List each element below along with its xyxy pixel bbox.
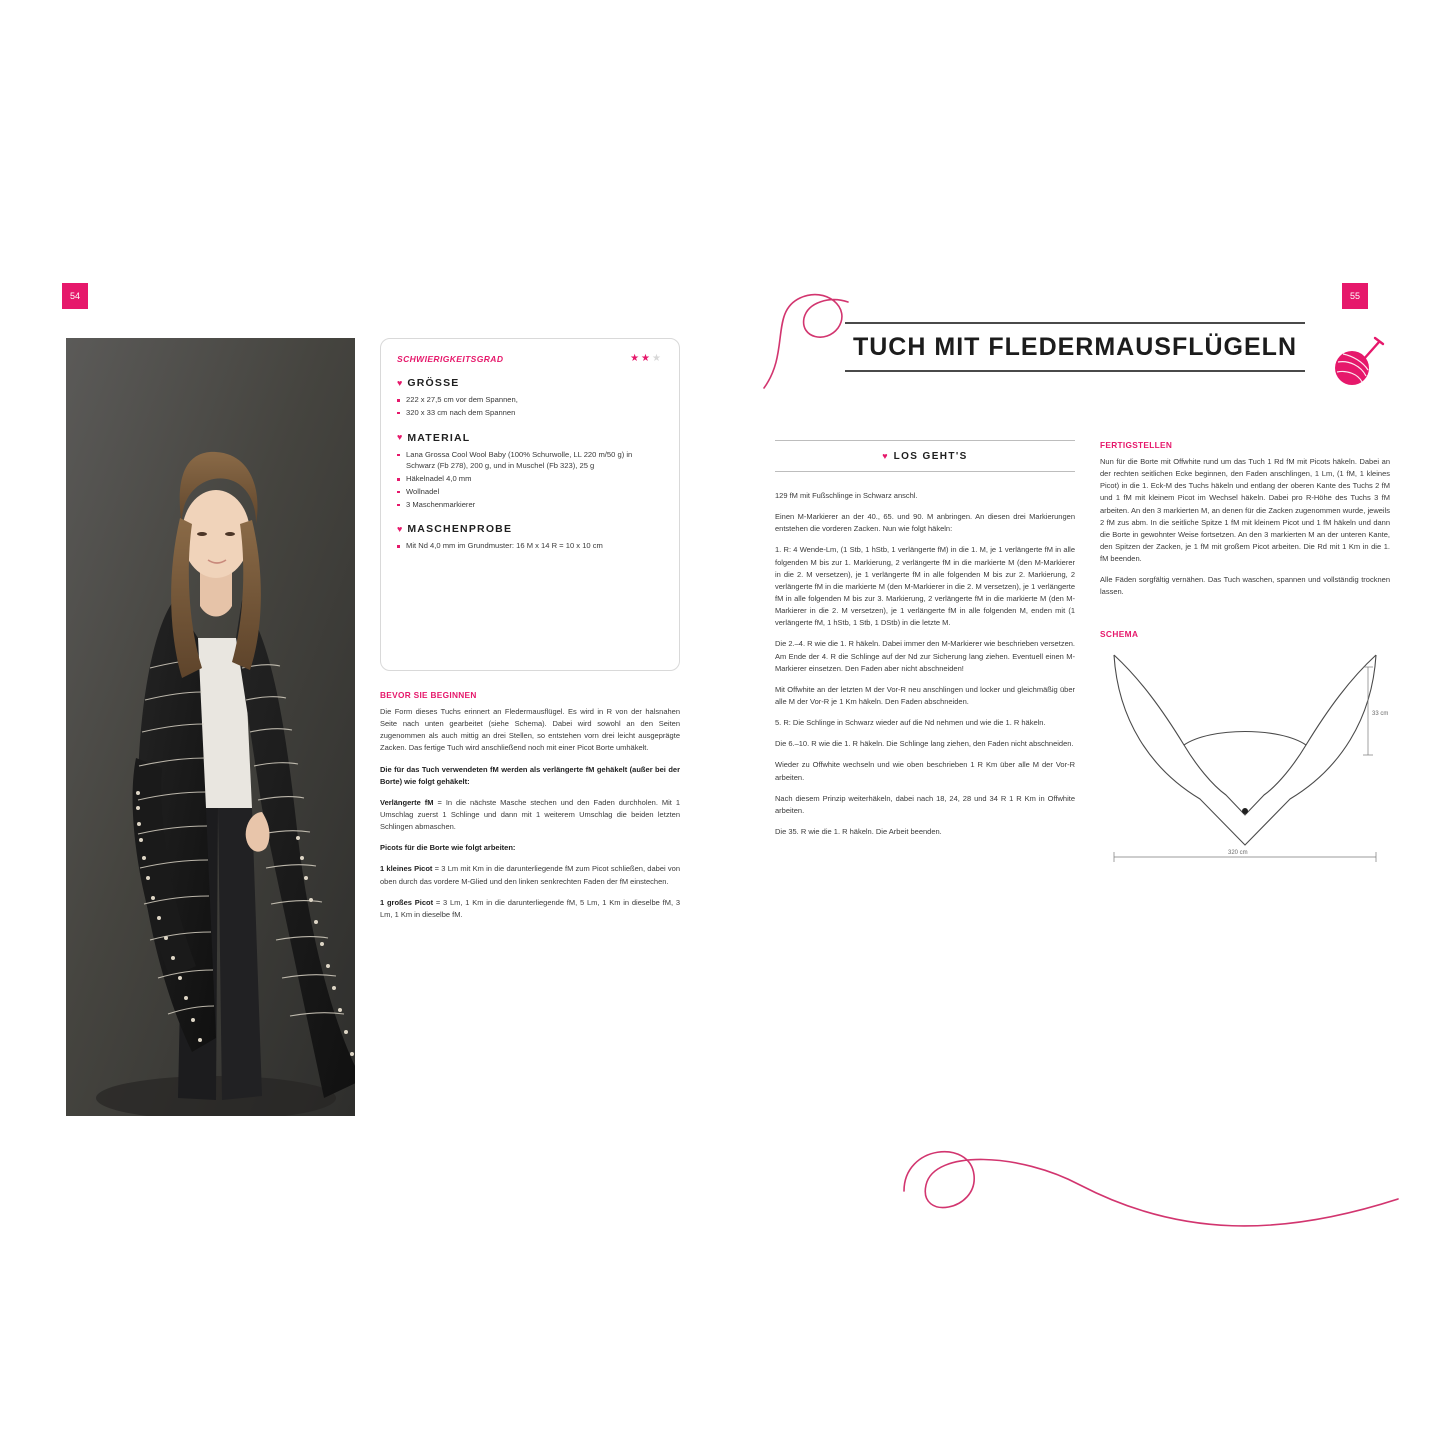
heart-icon: ♥ xyxy=(397,377,403,388)
definition-text: = 3 Lm, 1 Km in die darunterliegende fM, 5 Lm, 1 Km in dieselbe fM, 3 Lm, 1 Km in dieselbe fM. xyxy=(380,897,680,919)
list-item: 320 x 33 cm nach dem Spannen xyxy=(397,407,663,419)
list-item: Häkelnadel 4,0 mm xyxy=(397,473,663,485)
groesse-list xyxy=(397,394,663,419)
section-heading-material xyxy=(397,432,663,444)
model-photo xyxy=(66,338,355,1116)
schema-height-label: 33 cm xyxy=(1372,710,1389,717)
list-item: 3 Maschenmarkierer xyxy=(397,499,663,511)
paragraph: Die 35. R wie die 1. R häkeln. Die Arbeit beenden. xyxy=(775,826,942,836)
finishing-column xyxy=(1100,440,1390,869)
before-you-begin-section xyxy=(380,690,680,930)
difficulty-label: SCHWIERIGKEITSGRAD xyxy=(397,353,504,364)
paragraph: Mit Offwhite an der letzten M der Vor-R neu anschlingen und locker und gleichmäßig über alle M der Vor-R je 1 Km häkeln. Den Faden abschneiden. xyxy=(775,684,1075,706)
schema-width-label: 320 cm xyxy=(1228,849,1248,856)
list-item: Lana Grossa Cool Wool Baby (100% Schurwolle, LL 220 m/50 g) in Schwarz (Fb 278), 200 g, und in Muschel (Fb 323), 25 g xyxy=(397,449,663,473)
yarn-ball-icon xyxy=(1327,330,1387,390)
page-number-left: 54 xyxy=(62,283,88,309)
paragraph: Einen M-Markierer an der 40., 65. und 90. M anbringen. An diesen drei Markierungen entstehen die vorderen Zacken. Nun wie folgt häkeln: xyxy=(775,512,1075,534)
picot-heading: Picots für die Borte wie folgt arbeiten: xyxy=(380,843,516,853)
page-number-right: 55 xyxy=(1342,283,1368,309)
definition-term: 1 kleines Picot xyxy=(380,864,433,874)
decorative-yarn-swirl-bottom xyxy=(900,1125,1400,1255)
list-item: Mit Nd 4,0 mm im Grundmuster: 16 M x 14 R = 10 x 10 cm xyxy=(397,540,663,552)
definition-kleines-picot xyxy=(380,863,680,887)
difficulty-stars: ★★★ xyxy=(630,353,663,364)
heart-icon: ♥ xyxy=(882,451,888,461)
paragraph: Die 2.–4. R wie die 1. R häkeln. Dabei immer den M-Markierer wie beschrieben versetzen. Am Ende der 4. R die Schlinge auf der Nd zur Sicherung lang ziehen. Eventuell einen M-Markierer einsetzen. Den Faden aber nicht abschneiden! xyxy=(775,639,1075,673)
definition-term: 1 großes Picot xyxy=(380,897,434,907)
definition-text: = In die nächste Masche stechen und den Faden durchholen. Mit 1 Umschlag zuerst 1 Schlinge und dann mit 1 weiterem Umschlag die beiden letzten Schlingen abmaschen. xyxy=(380,797,680,832)
before-you-begin-heading: BEVOR SIE BEGINNEN xyxy=(380,690,477,700)
fertigstellen-heading: FERTIGSTELLEN xyxy=(1100,440,1173,450)
definition-term: Verlängerte fM xyxy=(380,797,434,807)
info-box xyxy=(380,338,680,671)
instructions-column xyxy=(775,440,1075,847)
section-title: MATERIAL xyxy=(407,431,471,444)
schema-heading: SCHEMA xyxy=(1100,628,1139,639)
definition-verlaengerte-fm xyxy=(380,797,680,833)
maschenprobe-list xyxy=(397,540,663,552)
article-title-block xyxy=(845,322,1305,372)
list-item: Wollnadel xyxy=(397,486,663,498)
paragraph: Alle Fäden sorgfältig vernähen. Das Tuch waschen, spannen und vollständig trocknen lassen. xyxy=(1100,575,1390,597)
heart-icon: ♥ xyxy=(397,432,403,443)
paragraph: 1. R: 4 Wende-Lm, (1 Stb, 1 hStb, 1 verlängerte fM) in die 1. M, je 1 verlängerte fM in alle folgenden M bis zur 1. Markierung, 2 verlängerte fM in die markierte M (den M-Markierer in die 2. M versetzen), je 1 verlängerte fM in alle folgenden M bis zur 2. Markierung, 2 verlängerte fM in die markierte M (den M-Markierer in die 2. M versetzen), je 1 verlängerte fM in alle folgenden M bis zur 3. Markierung, 2 verlängerte fM in die markierte M (den M-Markierer in die 2. M versetzen), je 1 verlängerte fM in alle folgenden M, enden mit (1 verlängerte fM, 1 hStb, 1 Stb, 1 DStb) in die letzte M. xyxy=(775,545,1075,628)
definition-grosses-picot xyxy=(380,897,680,921)
paragraph: Die Form dieses Tuchs erinnert an Fledermausflügel. Es wird in R von der halsnahen Seite nach unten gearbeitet (siehe Schema). Dabei wird sowohl an den Seiten zugenommen als auch mittig an drei Stellen, so entstehen vorn drei leicht ausgeprägte Zacken. Das fertige Tuch wird anschließend noch mit einer Picot Borte umhäkelt. xyxy=(380,707,680,753)
section-heading-groesse xyxy=(397,377,663,389)
section-title: MASCHENPROBE xyxy=(407,523,513,536)
paragraph: 129 fM mit Fußschlinge in Schwarz anschl. xyxy=(775,491,918,500)
paragraph: Nach diesem Prinzip weiterhäkeln, dabei nach 18, 24, 28 und 34 R 1 R Km in Offwhite arbeiten. xyxy=(775,793,1075,815)
paragraph: Die 6.–10. R wie die 1. R häkeln. Die Schlinge lang ziehen, den Faden nicht abschneiden. xyxy=(775,739,1074,749)
section-heading-maschenprobe xyxy=(397,523,663,535)
page-title: TUCH MIT FLEDERMAUSFLÜGELN xyxy=(852,333,1298,361)
material-list xyxy=(397,449,663,511)
los-gehts-label: LOS GEHT'S xyxy=(893,451,968,462)
list-item: 222 x 27,5 cm vor dem Spannen, xyxy=(397,394,663,406)
difficulty-row xyxy=(397,353,663,364)
paragraph: Wieder zu Offwhite wechseln und wie oben beschrieben 1 R Km über alle M der Vor-R arbeiten. xyxy=(775,760,1075,782)
paragraph: 5. R: Die Schlinge in Schwarz wieder auf die Nd nehmen und wie die 1. R häkeln. xyxy=(775,718,1046,728)
paragraph: Nun für die Borte mit Offwhite rund um das Tuch 1 Rd fM mit Picots häkeln. Dabei an der rechten seitlichen Ecke beginnen, den Faden anschlingen, 1 Lm, (1 fM, 1 kleines Picot) in die 1. Eck-M des Tuchs häkeln und entlang der oberen Kante des Tuchs 2 fM und 1 fM mit kleinem Picot im Wechsel häkeln. Dabei pro R-Höhe des Tuchs 3 fM arbeiten. An den 3 markierten M, an denen für die Zacken zugenommen wurde, jeweils 2 fM zus abm. In die seitliche Spitze 1 fM mit kleinem Picot und 1 fM häkeln und dann die Borte in gewohnter Weise fortsetzen. An den 3 markierten M an der unteren Kante, den Spitzen der Zacken, je 1 fM mit großem Picot arbeiten. Die Rd mit 1 Km in die 1. fM beenden. xyxy=(1100,457,1390,564)
definition-text: = 3 Lm mit Km in die darunterliegende fM zum Picot schließen, dabei von oben durch das vordere M-Glied und den linken senkrechten Faden der fM einstechen. xyxy=(380,864,680,886)
heart-icon: ♥ xyxy=(397,523,403,534)
section-title: GRÖSSE xyxy=(407,377,460,389)
schema-diagram xyxy=(1100,649,1390,869)
title-rule-bottom xyxy=(845,370,1305,372)
lead-bold-text: Die für das Tuch verwendeten fM werden als verlängerte fM gehäkelt (außer bei der Borte) wie folgt gehäkelt: xyxy=(380,764,680,786)
los-gehts-header xyxy=(775,440,1075,472)
